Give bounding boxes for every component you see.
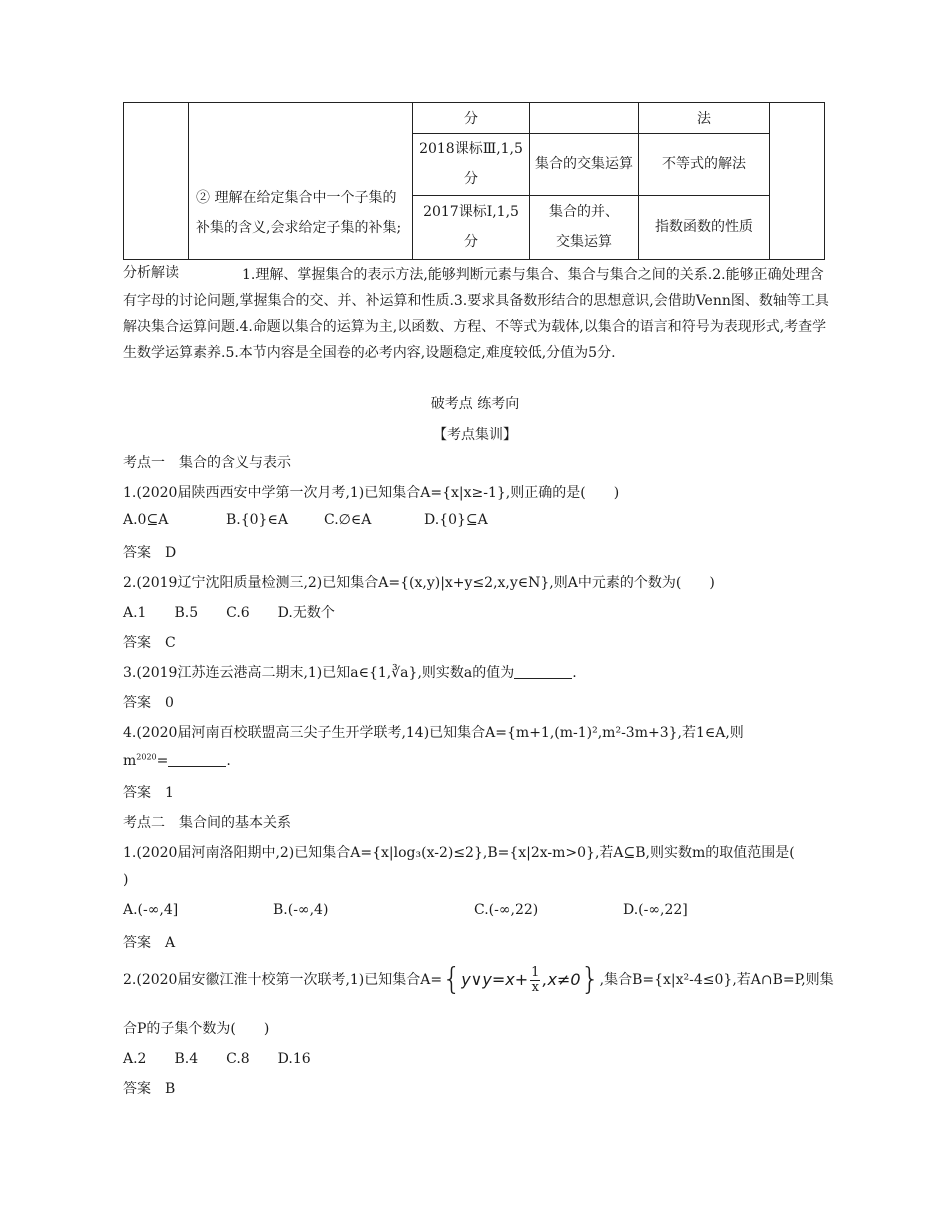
- stem-part: m: [123, 753, 137, 769]
- question-stem: 2.(2019辽宁沈阳质量检测三,2)已知集合A={(x,y)|x+y≤2,x,y∈N},则A中元素的个数为( ): [123, 575, 715, 591]
- section-title: 破考点 练考向: [430, 396, 520, 412]
- stem-part: =: [156, 753, 169, 769]
- answer: 答案 C: [123, 635, 176, 651]
- fraction: [530, 966, 540, 995]
- fraction-denominator: x: [531, 979, 539, 995]
- fraction-numerator: 1: [531, 964, 540, 980]
- question-stem: 4.(2020届河南百校联盟高三尖子生开学联考,14)已知集合A={m+1,(m-1)²,m²-3m+3},若1∈A,则: [123, 725, 744, 741]
- question-stem-cont: ): [123, 872, 129, 888]
- stem-part: .: [572, 665, 577, 681]
- left-brace: {: [442, 962, 462, 997]
- answer: 答案 D: [123, 545, 177, 561]
- table-cell: 集合的交集运算: [535, 156, 633, 172]
- objectives-table: [123, 102, 825, 260]
- stem-part: ,集合B={x|x²-4≤0},若A∩B=P,则集: [599, 972, 834, 988]
- section-subtitle: 【考点集训】: [433, 427, 517, 443]
- point-title: 考点二 集合间的基本关系: [123, 815, 291, 831]
- question-stem-cont: [123, 752, 231, 769]
- question-options: A.2 B.4 C.8 D.16: [123, 1051, 311, 1067]
- table-cell: 指数函数的性质: [655, 219, 753, 235]
- question-stem: 1.(2020届陕西西安中学第一次月考,1)已知集合A={x|x≥-1},则正确的是( ): [123, 485, 620, 501]
- option-d: D.{0}⊆A: [424, 512, 488, 528]
- stem-part: 2.(2020届安徽江淮十校第一次联考,1)已知集合A=: [123, 972, 443, 988]
- table-divider: [188, 103, 189, 259]
- set-expression: y∨y=x+: [461, 970, 529, 989]
- table-cell: 分: [464, 234, 478, 250]
- analysis-text: 1.理解、掌握集合的表示方法,能够判断元素与集合、集合与集合之间的关系.2.能够正确处理含有字母的讨论问题,掌握集合的交、并、补运算和性质.3.要求具备数形结合的思想意识,会借助Venn图、数轴等工具解决集合运算问题.4.命题以集合的运算为主,以函数、方程、不等式为载体,以集合的语言和符号为表现形式,考查学生数学运算素养.5.本节内容是全国卷的必考内容,设题稳定,难度较低,分值为5分.: [123, 267, 829, 361]
- option-b: B.{0}∈A: [226, 512, 288, 528]
- option-d: D.(-∞,22]: [623, 902, 688, 918]
- question-stem: 1.(2020届河南洛阳期中,2)已知集合A={x|log₃(x-2)≤2},B={x|2x-m>0},若A⊆B,则实数m的取值范围是(: [123, 845, 795, 861]
- answer-blank: [168, 752, 226, 767]
- answer-blank: [514, 664, 572, 679]
- table-cell: 不等式的解法: [662, 156, 746, 172]
- table-cell: 2018课标Ⅲ,1,5: [419, 141, 523, 157]
- answer: 答案 0: [123, 695, 174, 711]
- cube-root: ∛a: [391, 665, 409, 681]
- option-a: A.(-∞,4]: [123, 902, 179, 918]
- table-divider: [769, 103, 770, 259]
- table-cell: 分: [464, 111, 478, 127]
- point-title: 考点一 集合的含义与表示: [123, 455, 291, 471]
- table-cell: 法: [697, 111, 711, 127]
- stem-part: 3.(2019江苏连云港高二期末,1)已知a∈{1,: [123, 665, 392, 681]
- option-c: C.∅∈A: [324, 512, 372, 528]
- question-stem: [123, 662, 577, 682]
- option-a: A.0⊆A: [123, 512, 169, 528]
- exponent: 2020: [136, 752, 157, 762]
- option-c: C.(-∞,22): [474, 902, 539, 918]
- right-brace: }: [580, 962, 600, 997]
- stem-part: .: [226, 753, 231, 769]
- option-b: B.(-∞,4): [273, 902, 329, 918]
- table-cell: 集合的并、: [549, 204, 619, 220]
- question-stem: [123, 964, 834, 996]
- analysis-label: 分析解读: [123, 265, 179, 281]
- answer: 答案 A: [123, 935, 176, 951]
- table-cell: 交集运算: [556, 234, 612, 250]
- stem-part: },则实数a的值为: [408, 665, 515, 681]
- answer: 答案 B: [123, 1081, 176, 1097]
- table-cell: 分: [464, 171, 478, 187]
- set-expression: ,x≠0: [542, 970, 581, 989]
- question-options: A.1 B.5 C.6 D.无数个: [123, 605, 335, 621]
- table-cell: 2017课标Ⅰ,1,5: [423, 204, 519, 220]
- objective-text: ② 理解在给定集合中一个子集的补集的含义,会求给定子集的补集;: [196, 190, 402, 236]
- answer: 答案 1: [123, 785, 174, 801]
- question-stem-cont: 合P的子集个数为( ): [123, 1021, 270, 1037]
